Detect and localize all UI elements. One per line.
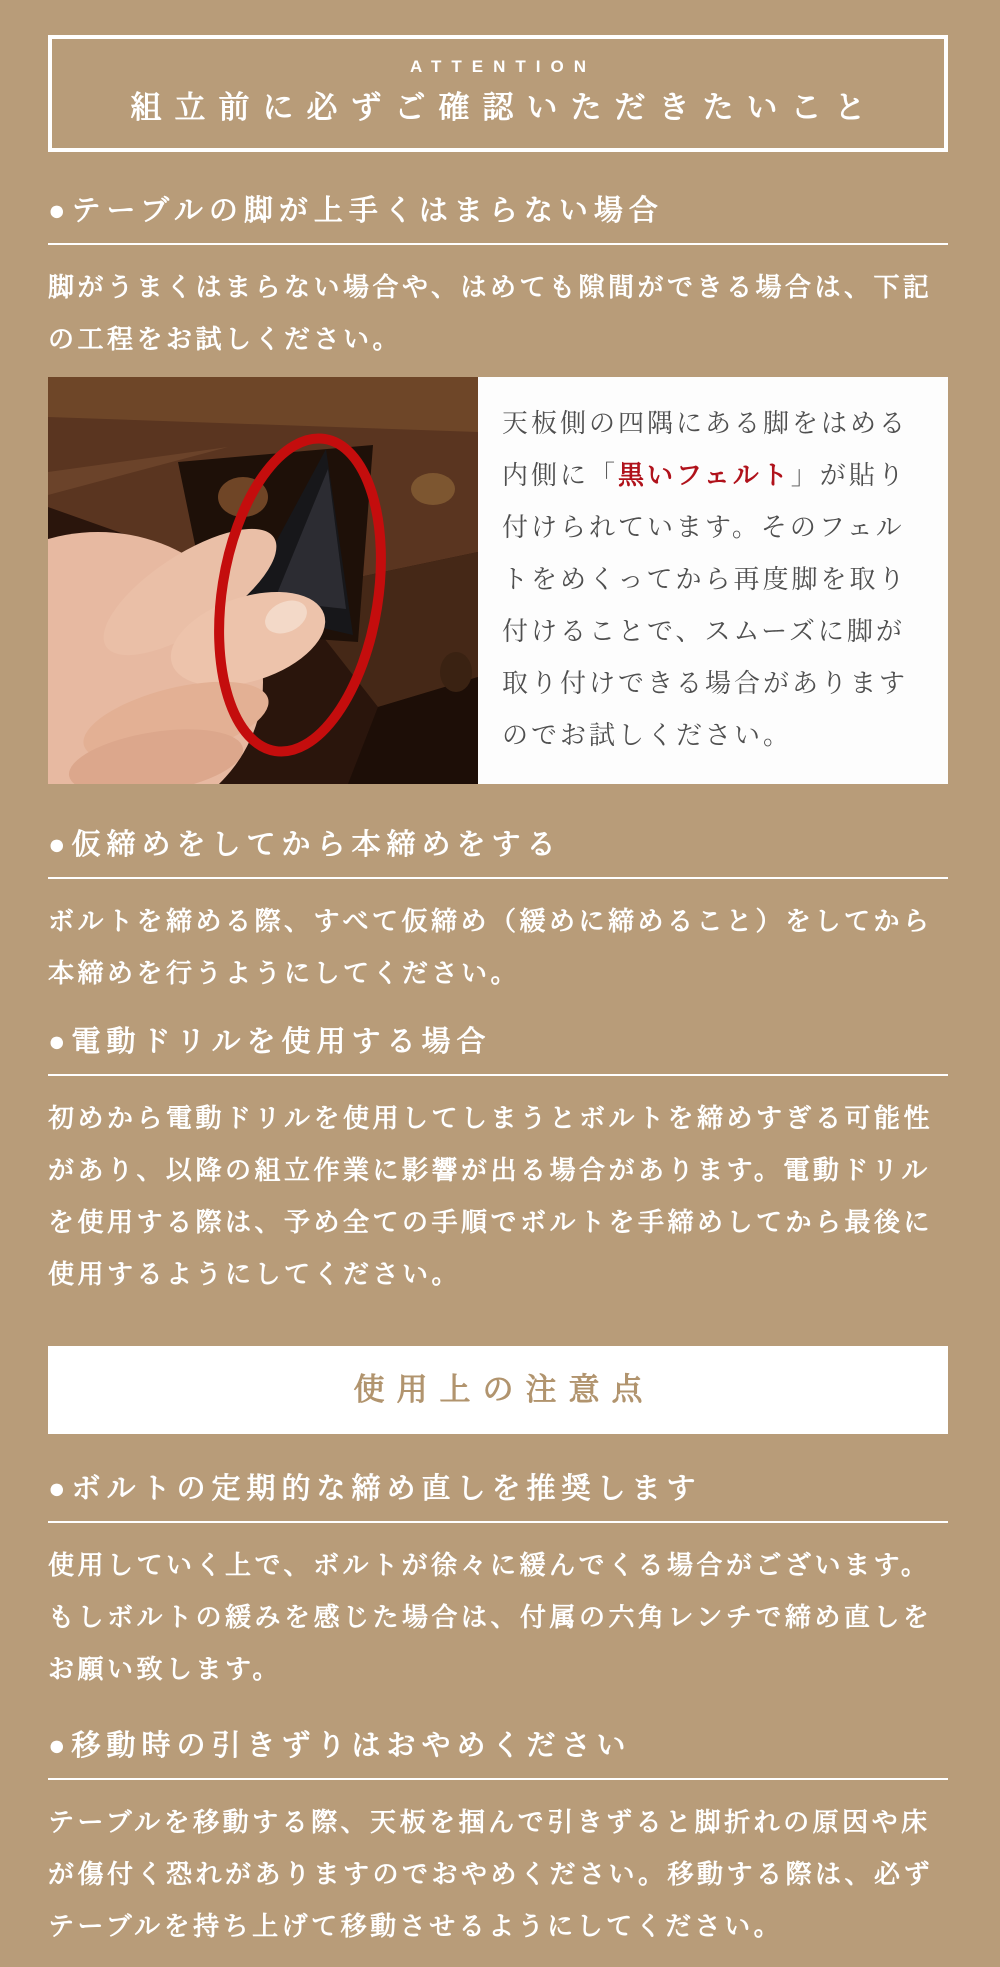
attention-header-box — [48, 35, 948, 152]
section-body-no-dragging: テーブルを移動する際、天板を掴んで引きずると脚折れの原因や床が傷付く恐れがありますのでおやめください。移動する際は、必ずテーブルを持ち上げて移動させるようにしてください。 — [48, 1806, 934, 1941]
section-body-retighten-bolts: 使用していく上で、ボルトが徐々に緩んでくる場合がございます。もしボルトの緩みを感じた場合は、付属の六角レンチで締め直しをお願い致します。 — [48, 1549, 933, 1684]
section-heading-electric-drill: ●電動ドリルを使用する場合 — [48, 1027, 948, 1076]
section-body-temporary-tightening: ボルトを締める際、すべて仮締め（緩めに締めること）をしてから本締めを行うようにしてください。 — [48, 905, 933, 988]
section-heading-retighten-bolts: ●ボルトの定期的な締め直しを推奨します — [48, 1474, 948, 1523]
attention-label: ATTENTION — [409, 57, 596, 76]
section-heading-no-dragging: ●移動時の引きずりはおやめください — [48, 1731, 948, 1780]
peg-hole-right — [411, 473, 455, 505]
section-heading-legs-fit: ●テーブルの脚が上手くはまらない場合 — [48, 196, 948, 245]
felt-photo-illustration — [48, 377, 478, 784]
black-felt-peel-photo — [48, 377, 478, 784]
section-body-electric-drill: 初めから電動ドリルを使用してしまうとボルトを締めすぎる可能性があり、以降の組立作業に影響が出る場合があります。電動ドリルを使用する際は、予め全ての手順でボルトを手締めしてから最後に使用するようにしてください。 — [48, 1102, 934, 1289]
note-highlight-text: 黒いフェルト — [618, 460, 791, 491]
felt-figure-row — [48, 377, 948, 784]
section-body-legs-fit: 脚がうまくはまらない場合や、はめても隙間ができる場合は、下記の工程をお試しください。 — [48, 272, 933, 355]
note-text-before: 天板側の四隅にある脚をはめる内側に「 — [502, 408, 909, 491]
peg-hole-lower — [440, 652, 472, 692]
section-heading-temporary-tightening: ●仮締めをしてから本締めをする — [48, 830, 948, 879]
note-text-after: 」が貼り付けられています。そのフェルトをめくってから再度脚を取り付けることで、スムーズに脚が取り付けできる場合がありますのでお試しください。 — [502, 460, 909, 751]
usage-notes-banner: 使用上の注意点 — [48, 1346, 948, 1434]
felt-note-box — [478, 377, 948, 784]
page-title: 組立前に必ずご確認いただきたいこと — [130, 90, 879, 125]
